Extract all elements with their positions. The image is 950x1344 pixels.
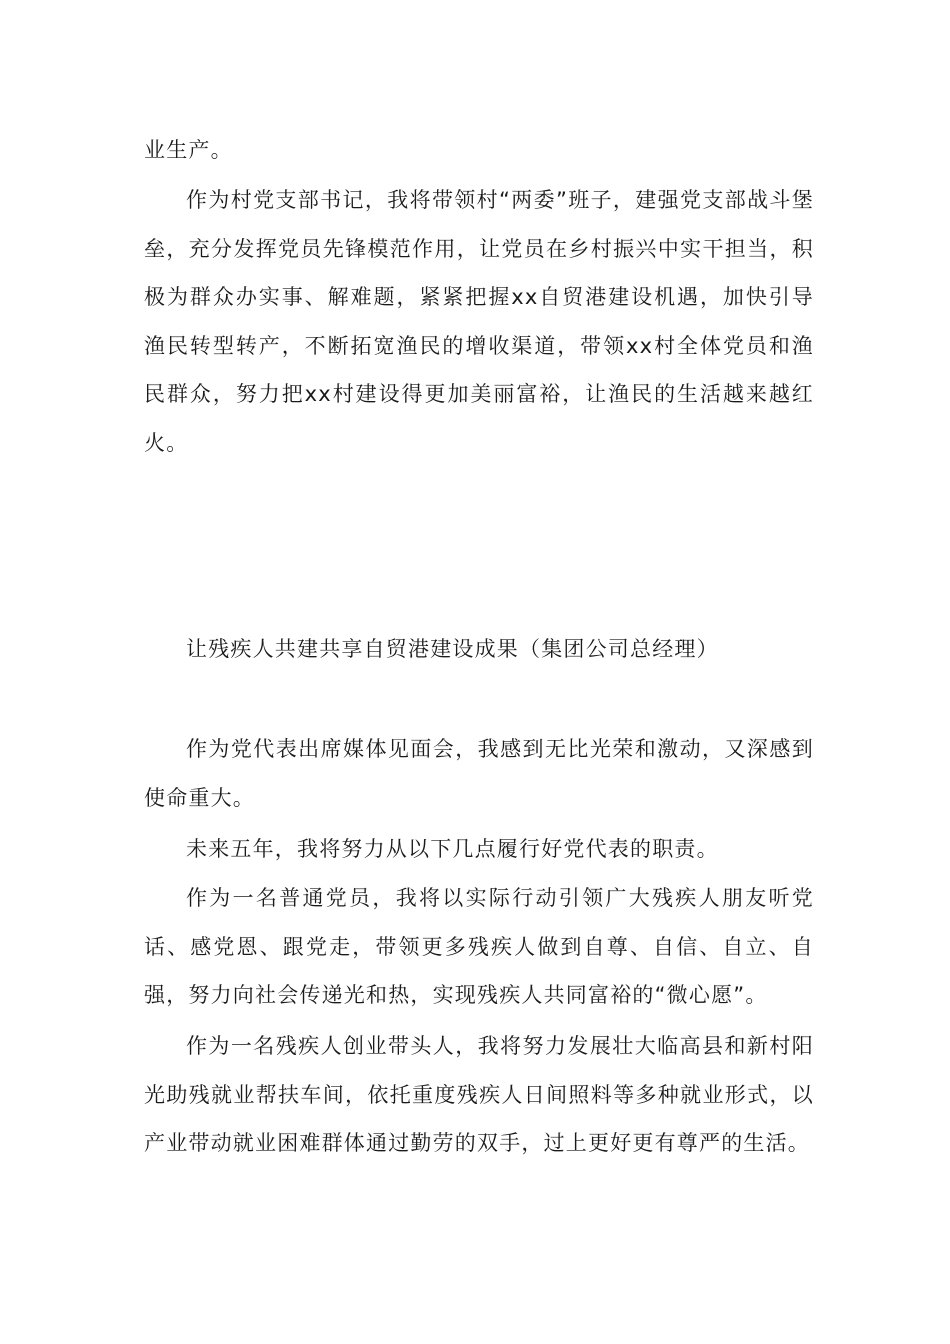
paragraph-ordinary-member: 作为一名普通党员，我将以实际行动引领广大残疾人朋友听党话、感党恩、跟党走，带领更多残疾人做到自尊、自信、自立、自强，努力向社会传递光和热，实现残疾人共同富裕的“微心愿”。 xyxy=(144,886,814,1007)
paragraph-media-meeting: 作为党代表出席媒体见面会，我感到无比光荣和激动，又深感到使命重大。 xyxy=(144,737,814,810)
section-title: 让残疾人共建共享自贸港建设成果（集团公司总经理） xyxy=(186,637,719,661)
continuation-text: 业生产。 xyxy=(144,138,233,162)
paragraph-five-years: 未来五年，我将努力从以下几点履行好党代表的职责。 xyxy=(186,837,719,861)
paragraph-entrepreneur: 作为一名残疾人创业带头人，我将努力发展壮大临高县和新村阳光助残就业帮扶车间，依托重度残疾人日间照料等多种就业形式，以产业带动就业困难群体通过勤劳的双手，过上更好更有尊严的生活。 xyxy=(144,1034,814,1155)
paragraph-party-secretary: 作为村党支部书记，我将带领村“两委”班子，建强党支部战斗堡垒，充分发挥党员先锋模范作用，让党员在乡村振兴中实干担当，积极为群众办实事、解难题，紧紧把握xx自贸港建设机遇，加快引导渔民转型转产，不断拓宽渔民的增收渠道，带领xx村全体党员和渔民群众，努力把xx村建设得更加美丽富裕，让渔民的生活越来越红火。 xyxy=(144,188,814,455)
